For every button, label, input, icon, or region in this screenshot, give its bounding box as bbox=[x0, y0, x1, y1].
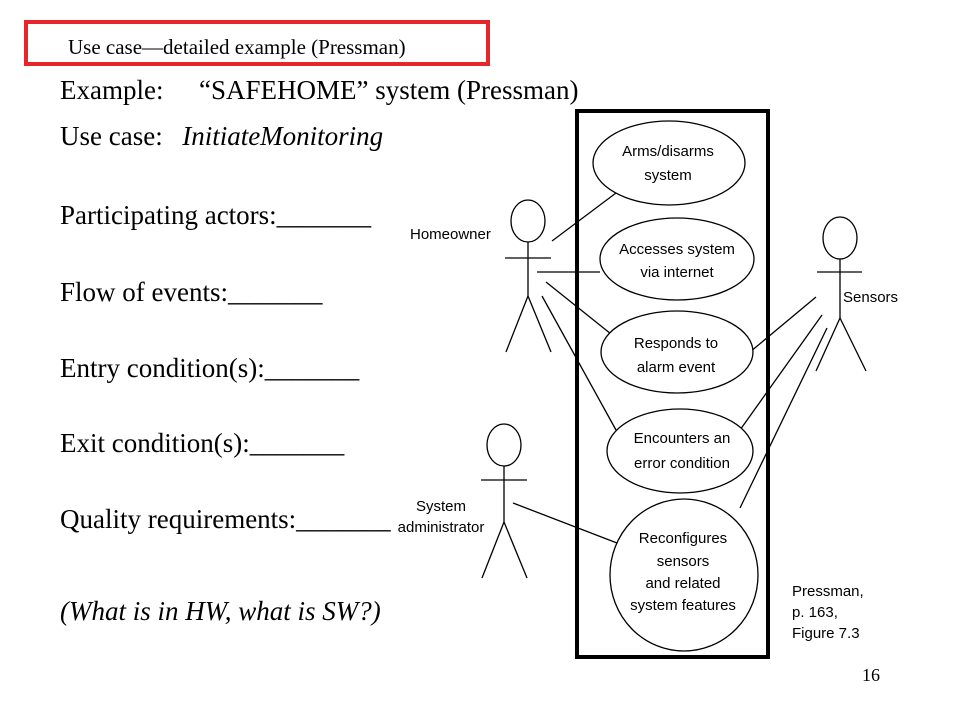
hw-sw-question: (What is in HW, what is SW?) bbox=[60, 596, 381, 626]
reference-line3: Figure 7.3 bbox=[792, 625, 860, 642]
homeowner-label: Homeowner bbox=[410, 226, 491, 243]
uc2-label-line2: via internet bbox=[640, 264, 714, 281]
example-label: Example: bbox=[60, 75, 164, 105]
sensors-label: Sensors bbox=[843, 289, 899, 306]
uc5-label-line3: and related bbox=[645, 575, 721, 592]
example-value: “SAFEHOME” system (Pressman) bbox=[198, 75, 579, 105]
slide-title: Use case—detailed example (Pressman) bbox=[68, 35, 406, 59]
uc4-label-line1: Encounters an bbox=[633, 430, 731, 447]
usecase-responds-alarm bbox=[601, 311, 753, 393]
field-participating-actors: Participating actors:_______ bbox=[60, 200, 372, 230]
uc5-label-line1: Reconfigures bbox=[638, 530, 728, 547]
homeowner-actor bbox=[505, 200, 551, 352]
sysadmin-actor bbox=[481, 424, 527, 578]
reference-line1: Pressman, bbox=[792, 583, 864, 600]
field-exit-conditions: Exit condition(s):_______ bbox=[60, 428, 345, 458]
uc4-label-line2: error condition bbox=[634, 455, 730, 472]
field-flow-of-events: Flow of events:_______ bbox=[60, 277, 323, 307]
field-entry-conditions: Entry condition(s):_______ bbox=[60, 353, 360, 383]
sysadmin-label-line1: System bbox=[415, 498, 467, 515]
reference-line2: p. 163, bbox=[792, 604, 838, 621]
usecase-error-condition bbox=[607, 409, 753, 493]
uc5-label-line4: system features bbox=[630, 597, 736, 614]
uc3-label-line2: alarm event bbox=[636, 359, 716, 376]
usecase-accesses-internet bbox=[600, 218, 754, 300]
figure-reference bbox=[792, 581, 864, 644]
usecase-label: Use case: bbox=[60, 121, 163, 151]
usecase-value: InitiateMonitoring bbox=[182, 121, 384, 151]
uc5-label-line2: sensors bbox=[656, 553, 710, 570]
uc1-label-line2: system bbox=[644, 167, 692, 184]
page-number: 16 bbox=[862, 665, 880, 685]
usecase-arms-disarms bbox=[593, 121, 745, 205]
uc2-label-line1: Accesses system bbox=[619, 241, 735, 258]
field-quality-requirements: Quality requirements:_______ bbox=[60, 504, 391, 534]
uc1-label-line1: Arms/disarms bbox=[622, 143, 714, 160]
uc3-label-line1: Responds to bbox=[633, 335, 719, 352]
sysadmin-label-line2: administrator bbox=[397, 519, 485, 536]
